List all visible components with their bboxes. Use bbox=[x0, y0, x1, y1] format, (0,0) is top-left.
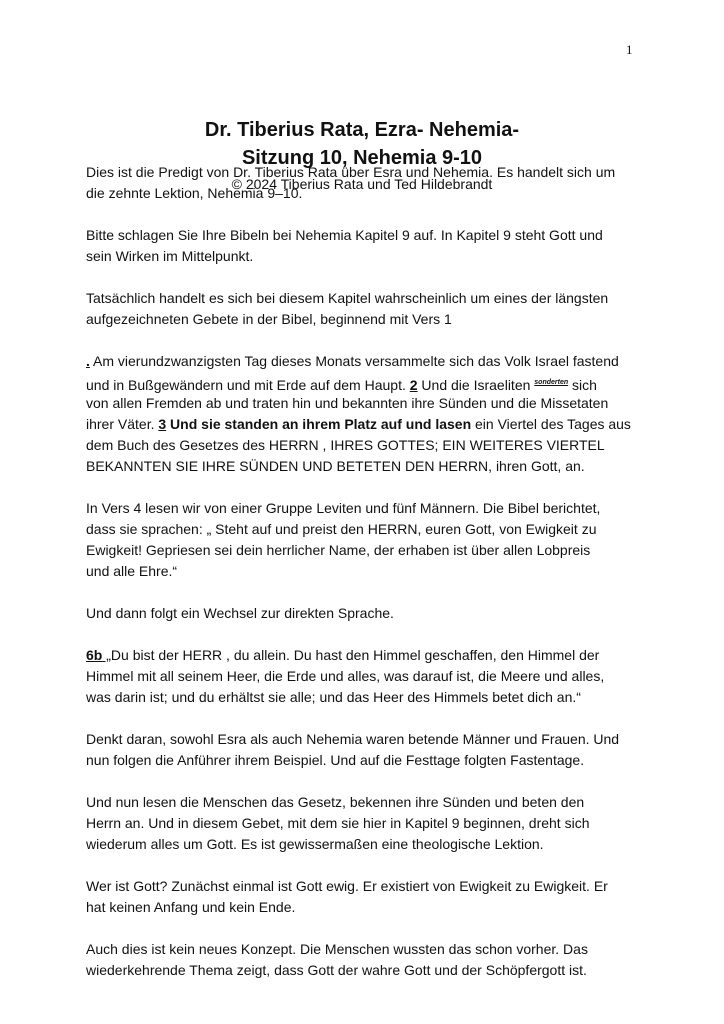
text-line bbox=[86, 162, 656, 183]
text-segment: Tatsächlich handelt es sich bei diesem Kapitel wahrscheinlich um eines der längsten bbox=[86, 290, 609, 306]
verse-marker-text: 3 bbox=[158, 416, 167, 432]
text-segment: ihrer Väter. bbox=[86, 416, 159, 432]
text-line bbox=[86, 225, 656, 246]
document-title: Dr. Tiberius Rata, Ezra- Nehemia- bbox=[204, 119, 520, 141]
text-line bbox=[86, 834, 656, 855]
text-segment: Wer ist Gott? Zunächst einmal ist Gott ewig. Er existiert von Ewigkeit zu Ewigkeit. Er bbox=[86, 878, 608, 894]
verse-marker-text: „ bbox=[102, 647, 111, 663]
text-line bbox=[86, 561, 656, 582]
text-line bbox=[86, 288, 656, 309]
verse-marker-text: Und sie standen an ihrem Platz auf und lasen bbox=[166, 416, 472, 432]
paragraph bbox=[86, 351, 656, 477]
text-line bbox=[86, 246, 656, 267]
text-segment: dem Buch des Gesetzes des HERRN , IHRES GOTTES; EIN WEITERES VIERTEL bbox=[86, 437, 605, 453]
text-line bbox=[86, 603, 656, 624]
text-segment: Herrn an. Und in diesem Gebet, mit dem sie hier in Kapitel 9 beginnen, dreht sich bbox=[86, 815, 590, 831]
text-segment: die zehnte Lektion, Nehemia 9–10. bbox=[86, 185, 303, 201]
text-line bbox=[86, 540, 656, 561]
text-segment: wiederum alles um Gott. Es ist gewissermaßen eine theologische Lektion. bbox=[86, 836, 544, 852]
text-line bbox=[86, 729, 656, 750]
document-subtitle: Sitzung 10, Nehemia 9-10 bbox=[241, 147, 483, 169]
text-line bbox=[86, 645, 656, 666]
text-segment: Himmel mit all seinem Heer, die Erde und alles, was darauf ist, die Meere und alles, bbox=[86, 668, 605, 684]
paragraph bbox=[86, 162, 656, 204]
copyright-line: © 2024 Tiberius Rata und Ted Hildebrandt bbox=[231, 176, 493, 192]
text-line bbox=[86, 393, 656, 414]
text-segment: Du bist der HERR , du allein. Du hast den Himmel geschaffen, den Himmel der bbox=[110, 647, 600, 663]
text-line bbox=[86, 372, 656, 393]
paragraph bbox=[86, 792, 656, 855]
text-line bbox=[86, 939, 656, 960]
text-segment: Und nun lesen die Menschen das Gesetz, bekennen ihre Sünden und beten den bbox=[86, 794, 585, 810]
text-segment: In Vers 4 lesen wir von einer Gruppe Leviten und fünf Männern. Die Bibel berichtet, bbox=[86, 500, 601, 516]
text-segment: Auch dies ist kein neues Konzept. Die Menschen wussten das schon vorher. Das bbox=[86, 941, 588, 957]
text-segment: Bitte schlagen Sie Ihre Bibeln bei Nehemia Kapitel 9 auf. In Kapitel 9 steht Gott und bbox=[86, 227, 603, 243]
verse-marker-text: sonderten bbox=[534, 379, 569, 386]
paragraph bbox=[86, 939, 656, 981]
paragraph bbox=[86, 225, 656, 267]
document-body bbox=[86, 162, 656, 1002]
paragraph bbox=[86, 603, 656, 624]
text-line bbox=[86, 960, 656, 981]
text-segment: nun folgen die Anführer ihrem Beispiel. Und auf die Festtage folgten Fastentage. bbox=[86, 752, 585, 768]
text-line bbox=[86, 456, 656, 477]
text-segment: hat keinen Anfang und kein Ende. bbox=[86, 899, 296, 915]
text-segment: Und dann folgt ein Wechsel zur direkten Sprache. bbox=[86, 605, 394, 621]
paragraph bbox=[86, 498, 656, 582]
text-segment: dass sie sprachen: „ Steht auf und preist den HERRN, euren Gott, von Ewigkeit zu bbox=[86, 521, 597, 537]
text-segment: Ewigkeit! Gepriesen sei dein herrlicher Name, der erhaben ist über allen Lobpreis bbox=[86, 542, 591, 558]
text-segment: sich bbox=[568, 377, 597, 393]
verse-marker-text: 2 bbox=[409, 377, 418, 393]
text-segment: aufgezeichneten Gebete in der Bibel, beginnend mit Vers 1 bbox=[86, 311, 452, 327]
text-segment: ein Viertel des Tages aus bbox=[471, 416, 631, 432]
text-line bbox=[86, 414, 656, 435]
text-segment: BEKANNTEN SIE IHRE SÜNDEN UND BETETEN DEN HERRN, ihren Gott, an. bbox=[86, 458, 585, 474]
text-line bbox=[86, 792, 656, 813]
text-segment: und in Bußgewändern und mit Erde auf dem Haupt. bbox=[86, 377, 410, 393]
paragraph bbox=[86, 288, 656, 330]
text-line bbox=[86, 897, 656, 918]
text-segment: wiederkehrende Thema zeigt, dass Gott der wahre Gott und der Schöpfergott ist. bbox=[86, 962, 587, 978]
text-segment: Denkt daran, sowohl Esra als auch Nehemia waren betende Männer und Frauen. Und bbox=[86, 731, 620, 747]
verse-marker-text: . bbox=[86, 353, 90, 369]
text-segment: Und die Israeliten bbox=[417, 377, 535, 393]
text-line bbox=[86, 666, 656, 687]
paragraph bbox=[86, 876, 656, 918]
verse-marker-text: 6b bbox=[86, 647, 103, 663]
text-line bbox=[86, 687, 656, 708]
text-segment: sein Wirken im Mittelpunkt. bbox=[86, 248, 254, 264]
text-line bbox=[86, 750, 656, 771]
text-line bbox=[86, 183, 656, 204]
text-line bbox=[86, 813, 656, 834]
paragraph bbox=[86, 729, 656, 771]
text-segment: Dies ist die Predigt von Dr. Tiberius Rata über Esra und Nehemia. Es handelt sich um bbox=[86, 164, 616, 180]
text-line bbox=[86, 435, 656, 456]
text-line bbox=[86, 309, 656, 330]
text-segment: was darin ist; und du erhältst sie alle; und das Heer des Himmels betet dich an.“ bbox=[86, 689, 581, 705]
text-line bbox=[86, 498, 656, 519]
text-segment: Am vierundzwanzigsten Tag dieses Monats versammelte sich das Volk Israel fastend bbox=[89, 353, 619, 369]
text-line bbox=[86, 351, 656, 372]
paragraph bbox=[86, 645, 656, 708]
text-line bbox=[86, 876, 656, 897]
text-line bbox=[86, 519, 656, 540]
text-segment: und alle Ehre.“ bbox=[86, 563, 178, 579]
text-segment: von allen Fremden ab und traten hin und bekannten ihre Sünden und die Missetaten bbox=[86, 395, 609, 411]
page-number: 1 bbox=[626, 42, 633, 57]
